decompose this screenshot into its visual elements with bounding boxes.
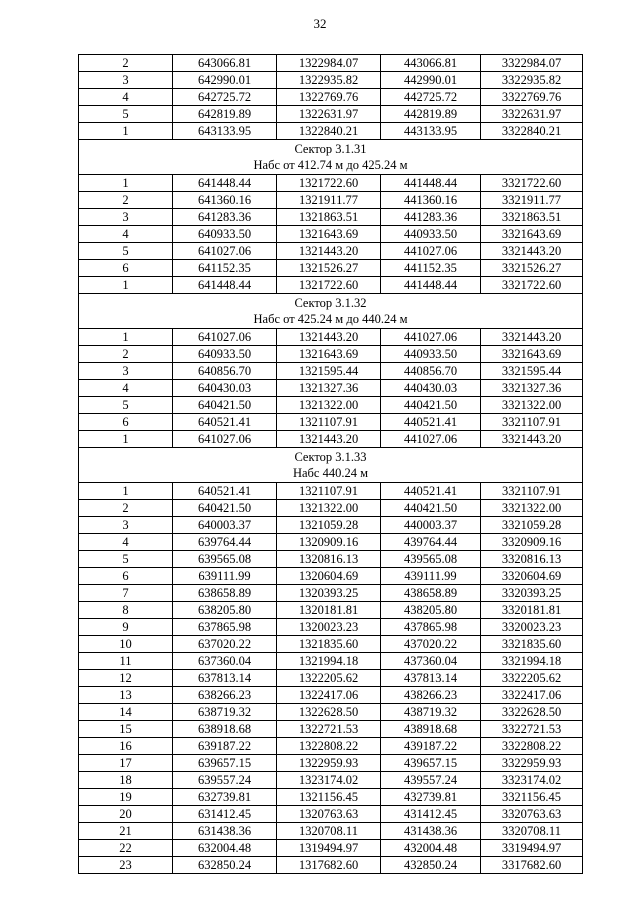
table-row	[79, 670, 583, 687]
y-coordinate-cell: 1321443.20	[277, 329, 381, 346]
point-number-cell: 1	[79, 123, 173, 140]
x-coordinate-cell: 640421.50	[173, 397, 277, 414]
y-coordinate-cell: 1322984.07	[277, 55, 381, 72]
y-coordinate-cell: 1321643.69	[277, 346, 381, 363]
table-row	[79, 636, 583, 653]
coordinates-table-body	[79, 55, 583, 874]
point-number-cell: 21	[79, 823, 173, 840]
y2-coordinate-cell: 3321156.45	[481, 789, 583, 806]
y-coordinate-cell: 1321327.36	[277, 380, 381, 397]
table-row	[79, 89, 583, 106]
y2-coordinate-cell: 3321322.00	[481, 500, 583, 517]
x2-coordinate-cell: 438266.23	[381, 687, 481, 704]
y2-coordinate-cell: 3321443.20	[481, 243, 583, 260]
sector-header	[79, 294, 583, 329]
sector-title: Сектор 3.1.33	[294, 450, 367, 464]
point-number-cell: 2	[79, 346, 173, 363]
y2-coordinate-cell: 3319494.97	[481, 840, 583, 857]
sector-header-row	[79, 140, 583, 175]
x-coordinate-cell: 641448.44	[173, 175, 277, 192]
y2-coordinate-cell: 3321835.60	[481, 636, 583, 653]
x-coordinate-cell: 643133.95	[173, 123, 277, 140]
table-row	[79, 840, 583, 857]
y2-coordinate-cell: 3321107.91	[481, 414, 583, 431]
x-coordinate-cell: 632739.81	[173, 789, 277, 806]
x2-coordinate-cell: 432004.48	[381, 840, 481, 857]
y-coordinate-cell: 1320023.23	[277, 619, 381, 636]
x-coordinate-cell: 638719.32	[173, 704, 277, 721]
x2-coordinate-cell: 440430.03	[381, 380, 481, 397]
table-row	[79, 123, 583, 140]
x2-coordinate-cell: 438918.68	[381, 721, 481, 738]
x-coordinate-cell: 631412.45	[173, 806, 277, 823]
point-number-cell: 1	[79, 431, 173, 448]
x-coordinate-cell: 631438.36	[173, 823, 277, 840]
point-number-cell: 18	[79, 772, 173, 789]
x2-coordinate-cell: 440003.37	[381, 517, 481, 534]
y-coordinate-cell: 1321443.20	[277, 431, 381, 448]
x-coordinate-cell: 639657.15	[173, 755, 277, 772]
point-number-cell: 1	[79, 483, 173, 500]
table-row	[79, 534, 583, 551]
x-coordinate-cell: 643066.81	[173, 55, 277, 72]
table-row	[79, 619, 583, 636]
sector-height-range: Набс от 425.24 м до 440.24 м	[253, 312, 408, 326]
y2-coordinate-cell: 3321526.27	[481, 260, 583, 277]
x-coordinate-cell: 638658.89	[173, 585, 277, 602]
y-coordinate-cell: 1320181.81	[277, 602, 381, 619]
x-coordinate-cell: 639764.44	[173, 534, 277, 551]
y2-coordinate-cell: 3321722.60	[481, 175, 583, 192]
point-number-cell: 5	[79, 106, 173, 123]
table-row	[79, 209, 583, 226]
point-number-cell: 8	[79, 602, 173, 619]
y-coordinate-cell: 1321722.60	[277, 175, 381, 192]
x-coordinate-cell: 640856.70	[173, 363, 277, 380]
point-number-cell: 4	[79, 89, 173, 106]
x2-coordinate-cell: 440933.50	[381, 346, 481, 363]
x-coordinate-cell: 637020.22	[173, 636, 277, 653]
point-number-cell: 1	[79, 277, 173, 294]
sector-header	[79, 448, 583, 483]
y-coordinate-cell: 1322808.22	[277, 738, 381, 755]
table-row	[79, 568, 583, 585]
table-row	[79, 397, 583, 414]
x-coordinate-cell: 640521.41	[173, 483, 277, 500]
x2-coordinate-cell: 437865.98	[381, 619, 481, 636]
y2-coordinate-cell: 3321443.20	[481, 329, 583, 346]
x-coordinate-cell: 637865.98	[173, 619, 277, 636]
point-number-cell: 5	[79, 243, 173, 260]
y2-coordinate-cell: 3322205.62	[481, 670, 583, 687]
point-number-cell: 13	[79, 687, 173, 704]
x-coordinate-cell: 640421.50	[173, 500, 277, 517]
x2-coordinate-cell: 441360.16	[381, 192, 481, 209]
x2-coordinate-cell: 441152.35	[381, 260, 481, 277]
table-row	[79, 431, 583, 448]
table-row	[79, 721, 583, 738]
table-row	[79, 585, 583, 602]
x-coordinate-cell: 641448.44	[173, 277, 277, 294]
x2-coordinate-cell: 439557.24	[381, 772, 481, 789]
y-coordinate-cell: 1321059.28	[277, 517, 381, 534]
y-coordinate-cell: 1320604.69	[277, 568, 381, 585]
sector-title: Сектор 3.1.32	[294, 296, 367, 310]
table-row	[79, 277, 583, 294]
sector-title: Сектор 3.1.31	[294, 142, 367, 156]
y2-coordinate-cell: 3322417.06	[481, 687, 583, 704]
x2-coordinate-cell: 441027.06	[381, 243, 481, 260]
x-coordinate-cell: 641027.06	[173, 329, 277, 346]
table-row	[79, 653, 583, 670]
table-row	[79, 346, 583, 363]
y2-coordinate-cell: 3321107.91	[481, 483, 583, 500]
x-coordinate-cell: 638205.80	[173, 602, 277, 619]
point-number-cell: 3	[79, 72, 173, 89]
table-row	[79, 329, 583, 346]
x-coordinate-cell: 639187.22	[173, 738, 277, 755]
y-coordinate-cell: 1321322.00	[277, 500, 381, 517]
x2-coordinate-cell: 441448.44	[381, 277, 481, 294]
table-row	[79, 857, 583, 874]
point-number-cell: 3	[79, 517, 173, 534]
point-number-cell: 4	[79, 226, 173, 243]
point-number-cell: 19	[79, 789, 173, 806]
y-coordinate-cell: 1321107.91	[277, 483, 381, 500]
point-number-cell: 4	[79, 534, 173, 551]
point-number-cell: 22	[79, 840, 173, 857]
y2-coordinate-cell: 3320816.13	[481, 551, 583, 568]
x2-coordinate-cell: 432850.24	[381, 857, 481, 874]
sector-height-range: Набс от 412.74 м до 425.24 м	[253, 158, 408, 172]
y-coordinate-cell: 1321911.77	[277, 192, 381, 209]
x2-coordinate-cell: 439187.22	[381, 738, 481, 755]
x2-coordinate-cell: 431412.45	[381, 806, 481, 823]
y2-coordinate-cell: 3320909.16	[481, 534, 583, 551]
table-row	[79, 192, 583, 209]
x2-coordinate-cell: 440421.50	[381, 500, 481, 517]
x-coordinate-cell: 639565.08	[173, 551, 277, 568]
point-number-cell: 23	[79, 857, 173, 874]
x-coordinate-cell: 642725.72	[173, 89, 277, 106]
sector-header-row	[79, 448, 583, 483]
table-row	[79, 380, 583, 397]
x-coordinate-cell: 640933.50	[173, 346, 277, 363]
x-coordinate-cell: 642990.01	[173, 72, 277, 89]
y2-coordinate-cell: 3320708.11	[481, 823, 583, 840]
y-coordinate-cell: 1322205.62	[277, 670, 381, 687]
x2-coordinate-cell: 442819.89	[381, 106, 481, 123]
y-coordinate-cell: 1322628.50	[277, 704, 381, 721]
x-coordinate-cell: 632004.48	[173, 840, 277, 857]
table-row	[79, 414, 583, 431]
table-row	[79, 704, 583, 721]
point-number-cell: 6	[79, 568, 173, 585]
y2-coordinate-cell: 3321643.69	[481, 346, 583, 363]
point-number-cell: 14	[79, 704, 173, 721]
point-number-cell: 1	[79, 329, 173, 346]
y-coordinate-cell: 1320708.11	[277, 823, 381, 840]
point-number-cell: 5	[79, 551, 173, 568]
point-number-cell: 10	[79, 636, 173, 653]
table-row	[79, 483, 583, 500]
table-row	[79, 175, 583, 192]
point-number-cell: 1	[79, 175, 173, 192]
x2-coordinate-cell: 438205.80	[381, 602, 481, 619]
x2-coordinate-cell: 441448.44	[381, 175, 481, 192]
table-row	[79, 55, 583, 72]
point-number-cell: 12	[79, 670, 173, 687]
y2-coordinate-cell: 3321863.51	[481, 209, 583, 226]
table-row	[79, 106, 583, 123]
x-coordinate-cell: 640003.37	[173, 517, 277, 534]
table-row	[79, 602, 583, 619]
y2-coordinate-cell: 3321994.18	[481, 653, 583, 670]
x2-coordinate-cell: 440933.50	[381, 226, 481, 243]
table-row	[79, 243, 583, 260]
point-number-cell: 17	[79, 755, 173, 772]
y-coordinate-cell: 1321595.44	[277, 363, 381, 380]
x-coordinate-cell: 637813.14	[173, 670, 277, 687]
y-coordinate-cell: 1321107.91	[277, 414, 381, 431]
y-coordinate-cell: 1321994.18	[277, 653, 381, 670]
y-coordinate-cell: 1321322.00	[277, 397, 381, 414]
y2-coordinate-cell: 3322721.53	[481, 721, 583, 738]
point-number-cell: 6	[79, 414, 173, 431]
table-row	[79, 687, 583, 704]
point-number-cell: 2	[79, 192, 173, 209]
table-row	[79, 823, 583, 840]
y2-coordinate-cell: 3320181.81	[481, 602, 583, 619]
sector-header	[79, 140, 583, 175]
point-number-cell: 9	[79, 619, 173, 636]
x-coordinate-cell: 639557.24	[173, 772, 277, 789]
x2-coordinate-cell: 439111.99	[381, 568, 481, 585]
y-coordinate-cell: 1317682.60	[277, 857, 381, 874]
x2-coordinate-cell: 439657.15	[381, 755, 481, 772]
y-coordinate-cell: 1323174.02	[277, 772, 381, 789]
x-coordinate-cell: 639111.99	[173, 568, 277, 585]
table-row	[79, 551, 583, 568]
y2-coordinate-cell: 3321911.77	[481, 192, 583, 209]
table-row	[79, 517, 583, 534]
x-coordinate-cell: 641283.36	[173, 209, 277, 226]
table-row	[79, 772, 583, 789]
x2-coordinate-cell: 440421.50	[381, 397, 481, 414]
y2-coordinate-cell: 3320604.69	[481, 568, 583, 585]
page-number: 32	[313, 16, 327, 31]
x2-coordinate-cell: 440521.41	[381, 483, 481, 500]
point-number-cell: 2	[79, 55, 173, 72]
y-coordinate-cell: 1321643.69	[277, 226, 381, 243]
y2-coordinate-cell: 3321643.69	[481, 226, 583, 243]
table-row	[79, 789, 583, 806]
point-number-cell: 2	[79, 500, 173, 517]
y2-coordinate-cell: 3322984.07	[481, 55, 583, 72]
y-coordinate-cell: 1321443.20	[277, 243, 381, 260]
table-row	[79, 363, 583, 380]
y2-coordinate-cell: 3322935.82	[481, 72, 583, 89]
y-coordinate-cell: 1322417.06	[277, 687, 381, 704]
y-coordinate-cell: 1320393.25	[277, 585, 381, 602]
y2-coordinate-cell: 3321722.60	[481, 277, 583, 294]
x-coordinate-cell: 640933.50	[173, 226, 277, 243]
x2-coordinate-cell: 441283.36	[381, 209, 481, 226]
y-coordinate-cell: 1322631.97	[277, 106, 381, 123]
y2-coordinate-cell: 3320023.23	[481, 619, 583, 636]
x-coordinate-cell: 641027.06	[173, 243, 277, 260]
x2-coordinate-cell: 438658.89	[381, 585, 481, 602]
point-number-cell: 11	[79, 653, 173, 670]
x2-coordinate-cell: 432739.81	[381, 789, 481, 806]
y-coordinate-cell: 1319494.97	[277, 840, 381, 857]
point-number-cell: 7	[79, 585, 173, 602]
x2-coordinate-cell: 437360.04	[381, 653, 481, 670]
y-coordinate-cell: 1322840.21	[277, 123, 381, 140]
x2-coordinate-cell: 440856.70	[381, 363, 481, 380]
table-row	[79, 806, 583, 823]
x2-coordinate-cell: 442725.72	[381, 89, 481, 106]
y-coordinate-cell: 1320909.16	[277, 534, 381, 551]
x-coordinate-cell: 632850.24	[173, 857, 277, 874]
x-coordinate-cell: 641360.16	[173, 192, 277, 209]
x2-coordinate-cell: 431438.36	[381, 823, 481, 840]
x-coordinate-cell: 642819.89	[173, 106, 277, 123]
y-coordinate-cell: 1320816.13	[277, 551, 381, 568]
y-coordinate-cell: 1321863.51	[277, 209, 381, 226]
y2-coordinate-cell: 3322959.93	[481, 755, 583, 772]
x-coordinate-cell: 638918.68	[173, 721, 277, 738]
table-row	[79, 738, 583, 755]
table-row	[79, 500, 583, 517]
y2-coordinate-cell: 3321322.00	[481, 397, 583, 414]
x-coordinate-cell: 641152.35	[173, 260, 277, 277]
x2-coordinate-cell: 441027.06	[381, 431, 481, 448]
point-number-cell: 15	[79, 721, 173, 738]
table-row	[79, 226, 583, 243]
y2-coordinate-cell: 3322631.97	[481, 106, 583, 123]
y2-coordinate-cell: 3322769.76	[481, 89, 583, 106]
y-coordinate-cell: 1322721.53	[277, 721, 381, 738]
coordinates-table	[78, 54, 583, 874]
y-coordinate-cell: 1321156.45	[277, 789, 381, 806]
table-row	[79, 72, 583, 89]
y-coordinate-cell: 1320763.63	[277, 806, 381, 823]
y2-coordinate-cell: 3321327.36	[481, 380, 583, 397]
x2-coordinate-cell: 437813.14	[381, 670, 481, 687]
x2-coordinate-cell: 443133.95	[381, 123, 481, 140]
point-number-cell: 3	[79, 363, 173, 380]
table-row	[79, 260, 583, 277]
y2-coordinate-cell: 3322840.21	[481, 123, 583, 140]
table-row	[79, 755, 583, 772]
y-coordinate-cell: 1322935.82	[277, 72, 381, 89]
x2-coordinate-cell: 439764.44	[381, 534, 481, 551]
x2-coordinate-cell: 440521.41	[381, 414, 481, 431]
y2-coordinate-cell: 3317682.60	[481, 857, 583, 874]
point-number-cell: 6	[79, 260, 173, 277]
point-number-cell: 16	[79, 738, 173, 755]
y2-coordinate-cell: 3321595.44	[481, 363, 583, 380]
x2-coordinate-cell: 437020.22	[381, 636, 481, 653]
sector-height-range: Набс 440.24 м	[292, 466, 369, 480]
y2-coordinate-cell: 3320763.63	[481, 806, 583, 823]
x-coordinate-cell: 640430.03	[173, 380, 277, 397]
x-coordinate-cell: 641027.06	[173, 431, 277, 448]
point-number-cell: 3	[79, 209, 173, 226]
y-coordinate-cell: 1321835.60	[277, 636, 381, 653]
point-number-cell: 20	[79, 806, 173, 823]
y-coordinate-cell: 1322959.93	[277, 755, 381, 772]
y2-coordinate-cell: 3322808.22	[481, 738, 583, 755]
y2-coordinate-cell: 3322628.50	[481, 704, 583, 721]
x-coordinate-cell: 637360.04	[173, 653, 277, 670]
y2-coordinate-cell: 3323174.02	[481, 772, 583, 789]
y2-coordinate-cell: 3320393.25	[481, 585, 583, 602]
x-coordinate-cell: 640521.41	[173, 414, 277, 431]
x2-coordinate-cell: 441027.06	[381, 329, 481, 346]
y2-coordinate-cell: 3321443.20	[481, 431, 583, 448]
point-number-cell: 5	[79, 397, 173, 414]
x2-coordinate-cell: 443066.81	[381, 55, 481, 72]
x2-coordinate-cell: 438719.32	[381, 704, 481, 721]
x2-coordinate-cell: 439565.08	[381, 551, 481, 568]
y2-coordinate-cell: 3321059.28	[481, 517, 583, 534]
x2-coordinate-cell: 442990.01	[381, 72, 481, 89]
x-coordinate-cell: 638266.23	[173, 687, 277, 704]
y-coordinate-cell: 1322769.76	[277, 89, 381, 106]
y-coordinate-cell: 1321526.27	[277, 260, 381, 277]
sector-header-row	[79, 294, 583, 329]
point-number-cell: 4	[79, 380, 173, 397]
y-coordinate-cell: 1321722.60	[277, 277, 381, 294]
